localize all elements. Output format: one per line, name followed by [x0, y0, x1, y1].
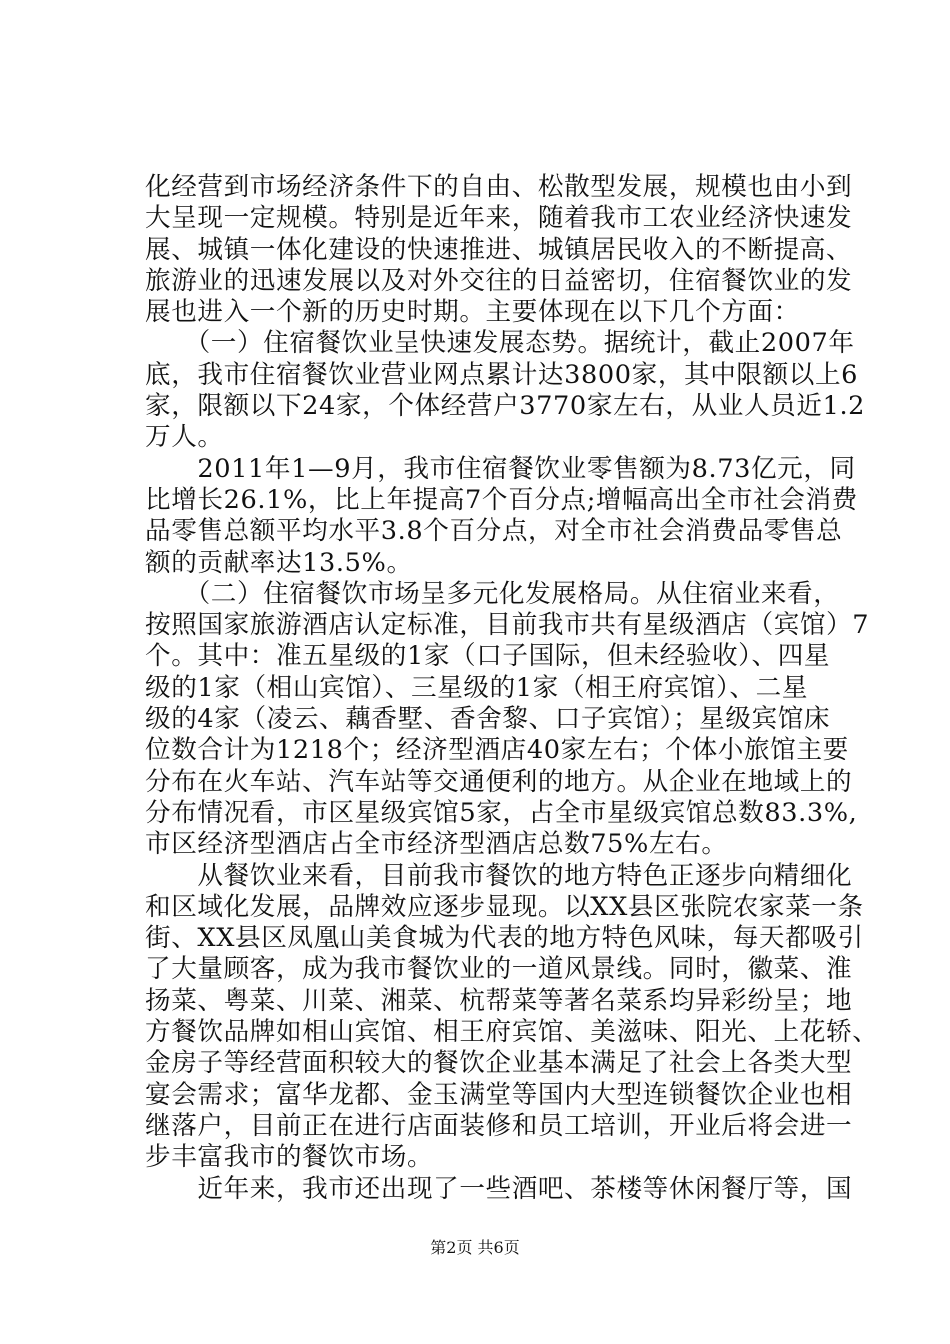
- text-line: （一）住宿餐饮业呈快速发展态势。据统计，截止2007年: [145, 328, 855, 359]
- text-line: 家，限额以下24家，个体经营户3770家左右，从业人员近1.2: [145, 391, 866, 422]
- text-line: 位数合计为1218个；经济型酒店40家左右；个体小旅馆主要: [145, 735, 849, 766]
- text-line: 步丰富我市的餐饮市场。: [145, 1142, 434, 1173]
- text-line: 品零售总额平均水平3.8个百分点，对全市社会消费品零售总: [145, 516, 843, 547]
- text-line: 底，我市住宿餐饮业营业网点累计达3800家，其中限额以上6: [145, 359, 859, 390]
- text-line: 分布情况看，市区星级宾馆5家，占全市星级宾馆总数83.3%,: [145, 797, 858, 828]
- text-line: 分布在火车站、汽车站等交通便利的地方。从企业在地域上的: [145, 766, 853, 797]
- text-line: 街、XX县区凤凰山美食城为代表的地方特色风味，每天都吸引: [145, 923, 864, 954]
- text-line: 化经营到市场经济条件下的自由、松散型发展，规模也由小到: [145, 172, 853, 202]
- text-line: 大呈现一定规模。特别是近年来，随着我市工农业经济快速发: [145, 203, 853, 234]
- text-line: 从餐饮业来看，目前我市餐饮的地方特色正逐步向精细化: [145, 860, 853, 891]
- document-body: [145, 172, 879, 1205]
- text-line: 按照国家旅游酒店认定标准，目前我市共有星级酒店（宾馆）7: [145, 610, 870, 641]
- text-line: 个。其中：准五星级的1家（口子国际，但未经验收）、四星: [145, 641, 831, 672]
- text-line: 继落户，目前正在进行店面装修和员工培训，开业后将会进一: [145, 1110, 853, 1141]
- text-line: 金房子等经营面积较大的餐饮企业基本满足了社会上各类大型: [145, 1048, 853, 1079]
- text-line: 近年来，我市还出现了一些酒吧、茶楼等休闲餐厅等，国: [145, 1173, 853, 1204]
- text-line: 级的1家（相山宾馆）、三星级的1家（相王府宾馆）、二星: [145, 672, 809, 703]
- text-line: （二）住宿餐饮市场呈多元化发展格局。从住宿业来看，: [145, 578, 840, 609]
- text-line: 额的贡献率达13.5%。: [145, 547, 413, 578]
- text-line: 万人。: [145, 422, 224, 453]
- text-line: 展也进入一个新的历史时期。主要体现在以下几个方面：: [145, 297, 800, 328]
- text-line: 和区域化发展，品牌效应逐步显现。以XX县区张院农家菜一条: [145, 891, 864, 922]
- text-line: 级的4家（凌云、藕香墅、香舍黎、口子宾馆）；星级宾馆床: [145, 704, 831, 735]
- text-line: 扬菜、粤菜、川菜、湘菜、杭帮菜等著名菜系均异彩纷呈；地: [145, 985, 853, 1016]
- text-line: 方餐饮品牌如相山宾馆、相王府宾馆、美滋味、阳光、上花轿、: [145, 1017, 879, 1048]
- text-line: 宴会需求；富华龙都、金玉满堂等国内大型连锁餐饮企业也相: [145, 1079, 853, 1110]
- text-line: 市区经济型酒店占全市经济型酒店总数75%左右。: [145, 829, 728, 860]
- text-line: 旅游业的迅速发展以及对外交往的日益密切，住宿餐饮业的发: [145, 265, 853, 296]
- page-footer: 第2页 共6页: [430, 1238, 520, 1257]
- text-line: 2011年1—9月，我市住宿餐饮业零售额为8.73亿元，同: [145, 453, 856, 484]
- text-line: 比增长26.1%，比上年提高7个百分点;增幅高出全市社会消费: [145, 484, 858, 515]
- text-line: 展、城镇一体化建设的快速推进、城镇居民收入的不断提高、: [145, 234, 853, 265]
- text-line: 了大量顾客，成为我市餐饮业的一道风景线。同时，徽菜、淮: [145, 954, 853, 985]
